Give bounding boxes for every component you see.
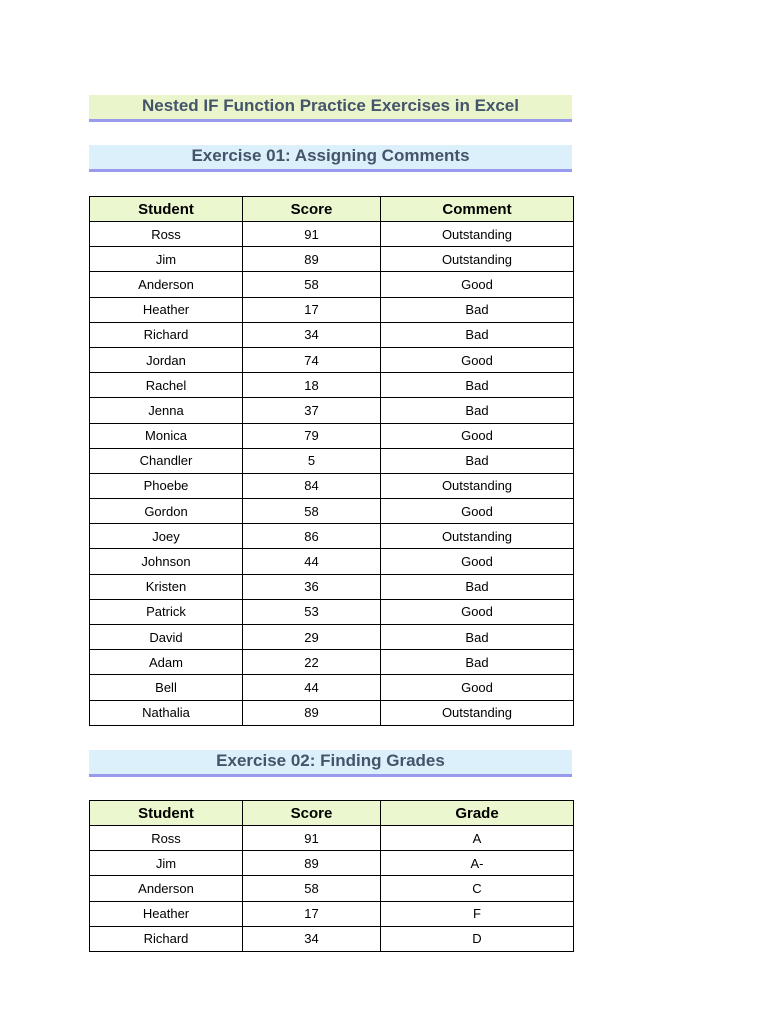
cell-score[interactable]: 58 <box>243 272 381 297</box>
cell-comment[interactable]: Bad <box>381 574 574 599</box>
table-row <box>90 876 574 901</box>
cell-student[interactable]: Adam <box>90 650 243 675</box>
cell-score[interactable]: 36 <box>243 574 381 599</box>
column-header-score[interactable]: Score <box>243 197 381 222</box>
table-row <box>90 549 574 574</box>
table-row <box>90 398 574 423</box>
cell-student[interactable]: David <box>90 625 243 650</box>
table-row <box>90 347 574 372</box>
cell-comment[interactable]: Outstanding <box>381 222 574 247</box>
table-row <box>90 222 574 247</box>
cell-score[interactable]: 5 <box>243 448 381 473</box>
cell-comment[interactable]: Bad <box>381 625 574 650</box>
cell-comment[interactable]: Good <box>381 423 574 448</box>
exercise-2-table <box>89 800 574 952</box>
table-row <box>90 599 574 624</box>
cell-student[interactable]: Phoebe <box>90 473 243 498</box>
cell-comment[interactable]: Bad <box>381 297 574 322</box>
cell-student[interactable]: Anderson <box>90 272 243 297</box>
table-row <box>90 901 574 926</box>
cell-score[interactable]: 34 <box>243 322 381 347</box>
cell-comment[interactable]: Good <box>381 272 574 297</box>
exercise-1-table <box>89 196 574 726</box>
cell-student[interactable]: Heather <box>90 297 243 322</box>
cell-score[interactable]: 34 <box>243 926 381 951</box>
cell-score[interactable]: 58 <box>243 876 381 901</box>
cell-student[interactable]: Ross <box>90 222 243 247</box>
table-row <box>90 499 574 524</box>
cell-student[interactable]: Jim <box>90 851 243 876</box>
cell-comment[interactable]: Outstanding <box>381 247 574 272</box>
table-row <box>90 826 574 851</box>
cell-score[interactable]: 91 <box>243 826 381 851</box>
cell-comment[interactable]: Bad <box>381 650 574 675</box>
cell-student[interactable]: Chandler <box>90 448 243 473</box>
cell-comment[interactable]: Good <box>381 499 574 524</box>
cell-student[interactable]: Gordon <box>90 499 243 524</box>
cell-comment[interactable]: Outstanding <box>381 473 574 498</box>
cell-grade[interactable]: D <box>381 926 574 951</box>
cell-student[interactable]: Ross <box>90 826 243 851</box>
cell-score[interactable]: 74 <box>243 347 381 372</box>
cell-score[interactable]: 44 <box>243 675 381 700</box>
exercise-2-heading: Exercise 02: Finding Grades <box>89 750 572 777</box>
cell-student[interactable]: Heather <box>90 901 243 926</box>
cell-score[interactable]: 91 <box>243 222 381 247</box>
cell-student[interactable]: Joey <box>90 524 243 549</box>
table-row <box>90 473 574 498</box>
cell-comment[interactable]: Good <box>381 675 574 700</box>
cell-student[interactable]: Jim <box>90 247 243 272</box>
cell-grade[interactable]: A <box>381 826 574 851</box>
cell-score[interactable]: 29 <box>243 625 381 650</box>
table-row <box>90 247 574 272</box>
cell-comment[interactable]: Good <box>381 549 574 574</box>
cell-student[interactable]: Monica <box>90 423 243 448</box>
cell-score[interactable]: 18 <box>243 373 381 398</box>
cell-comment[interactable]: Bad <box>381 398 574 423</box>
cell-student[interactable]: Kristen <box>90 574 243 599</box>
cell-score[interactable]: 17 <box>243 901 381 926</box>
cell-score[interactable]: 89 <box>243 247 381 272</box>
cell-student[interactable]: Jenna <box>90 398 243 423</box>
exercise-1-heading: Exercise 01: Assigning Comments <box>89 145 572 172</box>
table-row <box>90 700 574 725</box>
table-row <box>90 650 574 675</box>
cell-comment[interactable]: Outstanding <box>381 700 574 725</box>
table-row <box>90 423 574 448</box>
cell-comment[interactable]: Bad <box>381 448 574 473</box>
table-header-row <box>90 801 574 826</box>
cell-score[interactable]: 89 <box>243 851 381 876</box>
exercise-2-body <box>90 826 574 952</box>
cell-score[interactable]: 17 <box>243 297 381 322</box>
table-row <box>90 322 574 347</box>
cell-student[interactable]: Anderson <box>90 876 243 901</box>
cell-grade[interactable]: C <box>381 876 574 901</box>
cell-score[interactable]: 84 <box>243 473 381 498</box>
cell-score[interactable]: 89 <box>243 700 381 725</box>
exercise-1-body <box>90 222 574 726</box>
cell-student[interactable]: Nathalia <box>90 700 243 725</box>
table-row <box>90 926 574 951</box>
cell-score[interactable]: 53 <box>243 599 381 624</box>
cell-comment[interactable]: Good <box>381 599 574 624</box>
cell-grade[interactable]: A- <box>381 851 574 876</box>
cell-comment[interactable]: Good <box>381 347 574 372</box>
cell-score[interactable]: 86 <box>243 524 381 549</box>
column-header-student[interactable]: Student <box>90 197 243 222</box>
cell-student[interactable]: Bell <box>90 675 243 700</box>
cell-score[interactable]: 22 <box>243 650 381 675</box>
cell-student[interactable]: Jordan <box>90 347 243 372</box>
table-row <box>90 851 574 876</box>
table-row <box>90 272 574 297</box>
cell-student[interactable]: Richard <box>90 926 243 951</box>
cell-student[interactable]: Patrick <box>90 599 243 624</box>
column-header-comment[interactable]: Comment <box>381 197 574 222</box>
table-row <box>90 675 574 700</box>
cell-student[interactable]: Rachel <box>90 373 243 398</box>
table-row <box>90 625 574 650</box>
page-title: Nested IF Function Practice Exercises in Excel <box>89 95 572 122</box>
cell-comment[interactable]: Outstanding <box>381 524 574 549</box>
table-row <box>90 297 574 322</box>
column-header-student[interactable]: Student <box>90 801 243 826</box>
column-header-grade[interactable]: Grade <box>381 801 574 826</box>
cell-comment[interactable]: Bad <box>381 373 574 398</box>
table-header-row <box>90 197 574 222</box>
cell-score[interactable]: 37 <box>243 398 381 423</box>
cell-score[interactable]: 58 <box>243 499 381 524</box>
cell-score[interactable]: 44 <box>243 549 381 574</box>
column-header-score[interactable]: Score <box>243 801 381 826</box>
cell-grade[interactable]: F <box>381 901 574 926</box>
cell-score[interactable]: 79 <box>243 423 381 448</box>
cell-student[interactable]: Johnson <box>90 549 243 574</box>
table-row <box>90 574 574 599</box>
table-row <box>90 448 574 473</box>
cell-comment[interactable]: Bad <box>381 322 574 347</box>
table-row <box>90 373 574 398</box>
cell-student[interactable]: Richard <box>90 322 243 347</box>
table-row <box>90 524 574 549</box>
